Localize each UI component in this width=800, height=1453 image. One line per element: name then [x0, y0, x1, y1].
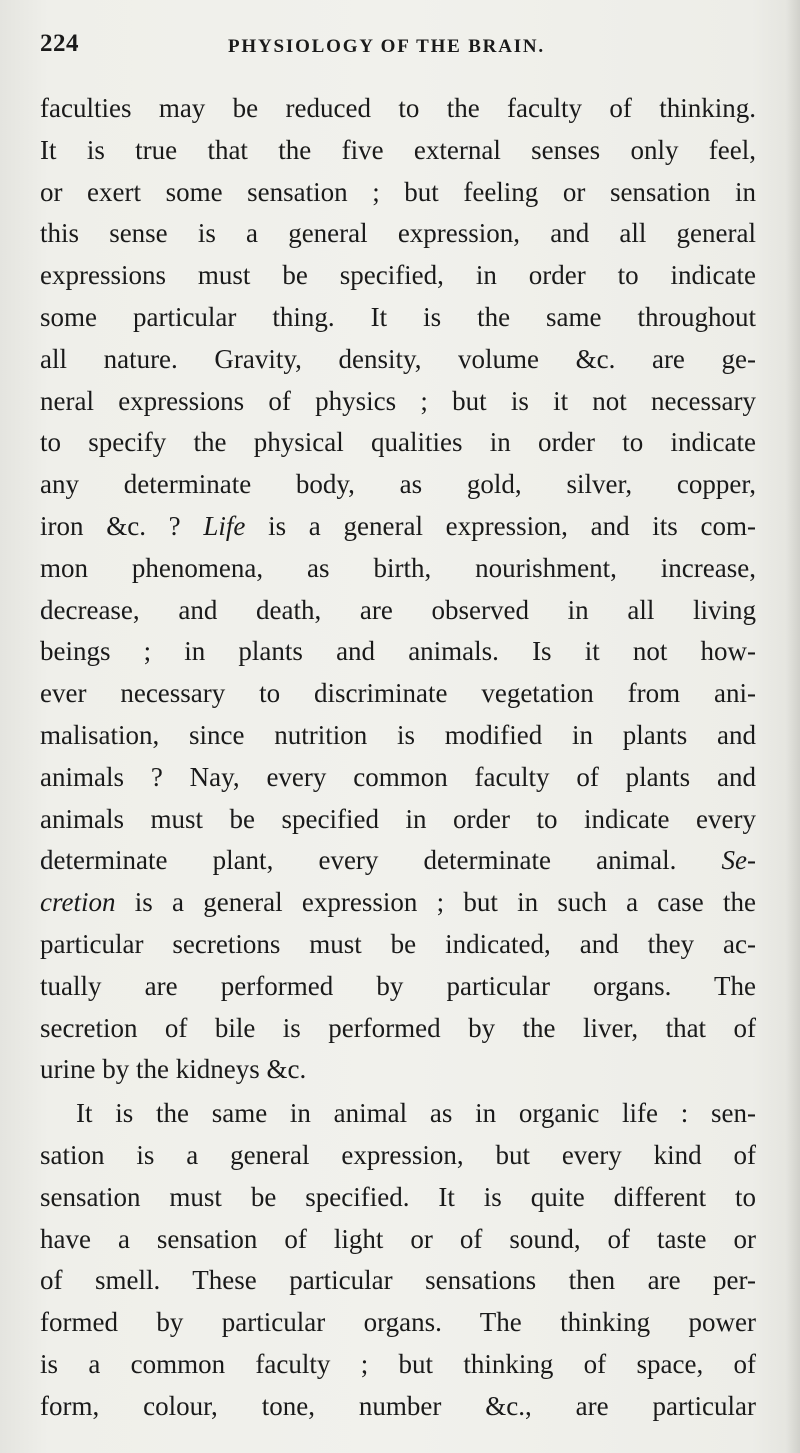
text-line: malisation, since nutrition is modified in plants and	[40, 719, 756, 750]
text-line: faculties may be reduced to the faculty of thinking.	[40, 93, 756, 123]
text-line: ever necessary to discriminate vegetation from ani-	[40, 678, 756, 709]
text-segment: is a general expression, and its com-	[245, 510, 756, 541]
paragraph-1	[40, 88, 756, 1091]
text-line: formed by particular organs. The thinking power	[40, 1307, 756, 1338]
text-line: any determinate body, as gold, silver, copper,	[40, 469, 756, 500]
text-line: is a common faculty ; but thinking of space, of	[40, 1348, 756, 1379]
text-line: It is true that the five external senses only feel,	[40, 134, 756, 165]
running-title: PHYSIOLOGY OF THE BRAIN.	[228, 36, 545, 57]
text-line: have a sensation of light or of sound, of taste or	[40, 1223, 756, 1254]
text-line: tually are performed by particular organs. The	[40, 970, 756, 1001]
text-line: decrease, and death, are observed in all living	[40, 594, 756, 625]
page-number: 224	[40, 30, 79, 57]
text-line: sation is a general expression, but every kind of	[40, 1139, 756, 1170]
text-line	[40, 506, 756, 548]
text-segment: iron &c. ?	[40, 510, 181, 541]
italic-term: Life	[203, 510, 246, 541]
italic-term: cretion	[40, 887, 116, 918]
text-line: particular secretions must be indicated, and they ac-	[40, 928, 756, 959]
text-line: this sense is a general expression, and all general	[40, 218, 756, 249]
text-line: sensation must be specified. It is quite different to	[40, 1181, 756, 1212]
text-line: some particular thing. It is the same throughout	[40, 301, 756, 332]
text-line: beings ; in plants and animals. Is it not how-	[40, 636, 756, 667]
page-edge-shadow	[786, 0, 800, 1453]
text-line: to specify the physical qualities in order to indicate	[40, 427, 756, 458]
body-text	[40, 88, 756, 1428]
text-line: It is the same in animal as in organic life : sen-	[76, 1098, 756, 1129]
text-line: all nature. Gravity, density, volume &c. are ge-	[40, 343, 756, 374]
text-line: animals ? Nay, every common faculty of plants and	[40, 761, 756, 792]
text-line: animals must be specified in order to indicate every	[40, 803, 756, 834]
text-segment: is a general expression ; but in such a case the	[115, 887, 756, 918]
italic-term: Se-	[721, 845, 756, 876]
text-segment: determinate plant, every determinate animal.	[40, 845, 677, 876]
running-head	[40, 30, 755, 70]
paragraph-2	[40, 1093, 756, 1427]
text-line: form, colour, tone, number &c., are particular	[40, 1390, 756, 1421]
text-line: urine by the kidneys &c.	[40, 1054, 307, 1085]
text-line: expressions must be specified, in order to indicate	[40, 260, 756, 291]
text-line: of smell. These particular sensations then are per-	[40, 1265, 756, 1296]
text-line: mon phenomena, as birth, nourishment, increase,	[40, 552, 756, 583]
text-line	[40, 882, 756, 924]
text-line	[40, 840, 756, 882]
text-line: or exert some sensation ; but feeling or sensation in	[40, 176, 756, 207]
text-line: neral expressions of physics ; but is it not necessary	[40, 385, 756, 416]
text-line: secretion of bile is performed by the liver, that of	[40, 1012, 756, 1043]
